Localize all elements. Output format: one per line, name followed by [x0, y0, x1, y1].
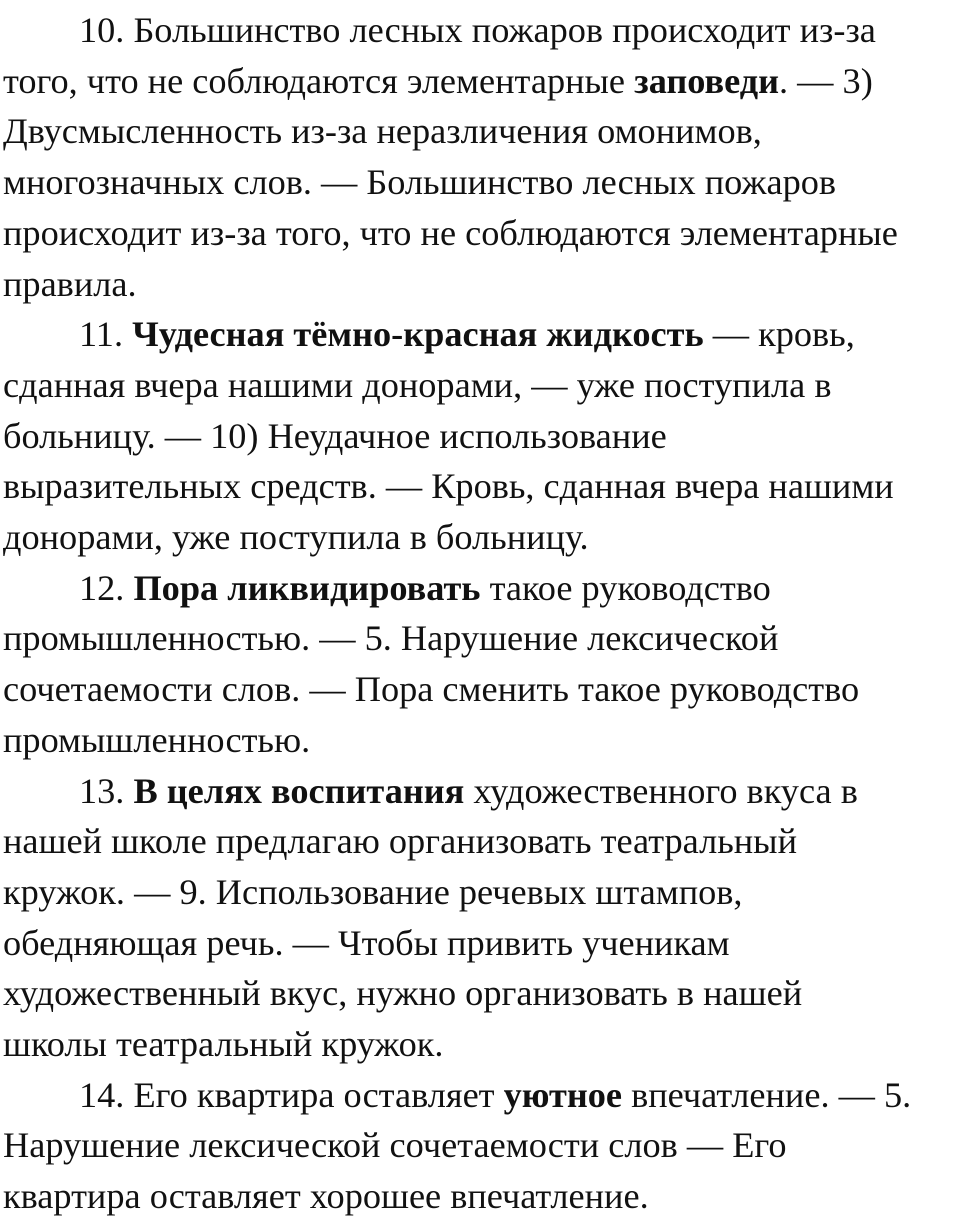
text-line: сданная вчера нашими донорами, — уже поступила в	[3, 364, 832, 405]
document-page	[3, 5, 960, 1222]
bold-phrase: В целях воспитания	[133, 770, 465, 811]
bold-phrase: Чудесная тёмно-красная жидкость	[132, 314, 704, 355]
text-line: промышленностью.	[3, 719, 311, 760]
text-line: обедняющая речь. — Чтобы привить ученикам	[3, 922, 730, 963]
exercise-item-4	[3, 766, 960, 1070]
bold-phrase: уютное	[503, 1074, 623, 1115]
exercise-item-1	[3, 5, 960, 309]
text-line: школы театральный кружок.	[3, 1024, 444, 1065]
text-line: того, что не соблюдаются элементарные заповеди. — 3)	[3, 60, 873, 101]
text-line: 14. Его квартира оставляет уютное впечатление. — 5.	[79, 1074, 912, 1115]
text-line: происходит из-за того, что не соблюдаются элементарные	[3, 212, 898, 253]
text-line: 13. В целях воспитания художественного вкуса в	[79, 770, 858, 811]
bold-phrase: заповеди	[634, 60, 780, 101]
exercise-item-5	[3, 1070, 960, 1222]
text-line: Двусмысленность из-за неразличения омонимов,	[3, 111, 762, 152]
text-line: нашей школе предлагаю организовать театральный	[3, 821, 797, 862]
bold-phrase: Пора ликвидировать	[133, 567, 481, 608]
exercise-item-3	[3, 563, 960, 766]
text-line: выразительных средств. — Кровь, сданная вчера нашими	[3, 466, 894, 507]
exercise-item-2	[3, 309, 960, 563]
text-line: Нарушение лексической сочетаемости слов — Его	[3, 1125, 787, 1166]
text-line: правила.	[3, 263, 137, 304]
text-line: промышленностью. — 5. Нарушение лексической	[3, 618, 779, 659]
text-line: 10. Большинство лесных пожаров происходит из-за	[79, 10, 876, 50]
text-line: донорами, уже поступила в больницу.	[3, 517, 589, 558]
text-line: 12. Пора ликвидировать такое руководство	[79, 567, 771, 608]
text-line: 11. Чудесная тёмно-красная жидкость — кровь,	[79, 314, 855, 355]
text-line: сочетаемости слов. — Пора сменить такое руководство	[3, 669, 860, 710]
text-line: больницу. — 10) Неудачное использование	[3, 415, 667, 456]
text-line: кружок. — 9. Использование речевых штампов,	[3, 871, 743, 912]
text-line: многозначных слов. — Большинство лесных пожаров	[3, 162, 837, 203]
text-line: художественный вкус, нужно организовать в нашей	[3, 973, 803, 1014]
text-line: квартира оставляет хорошее впечатление.	[3, 1176, 649, 1217]
